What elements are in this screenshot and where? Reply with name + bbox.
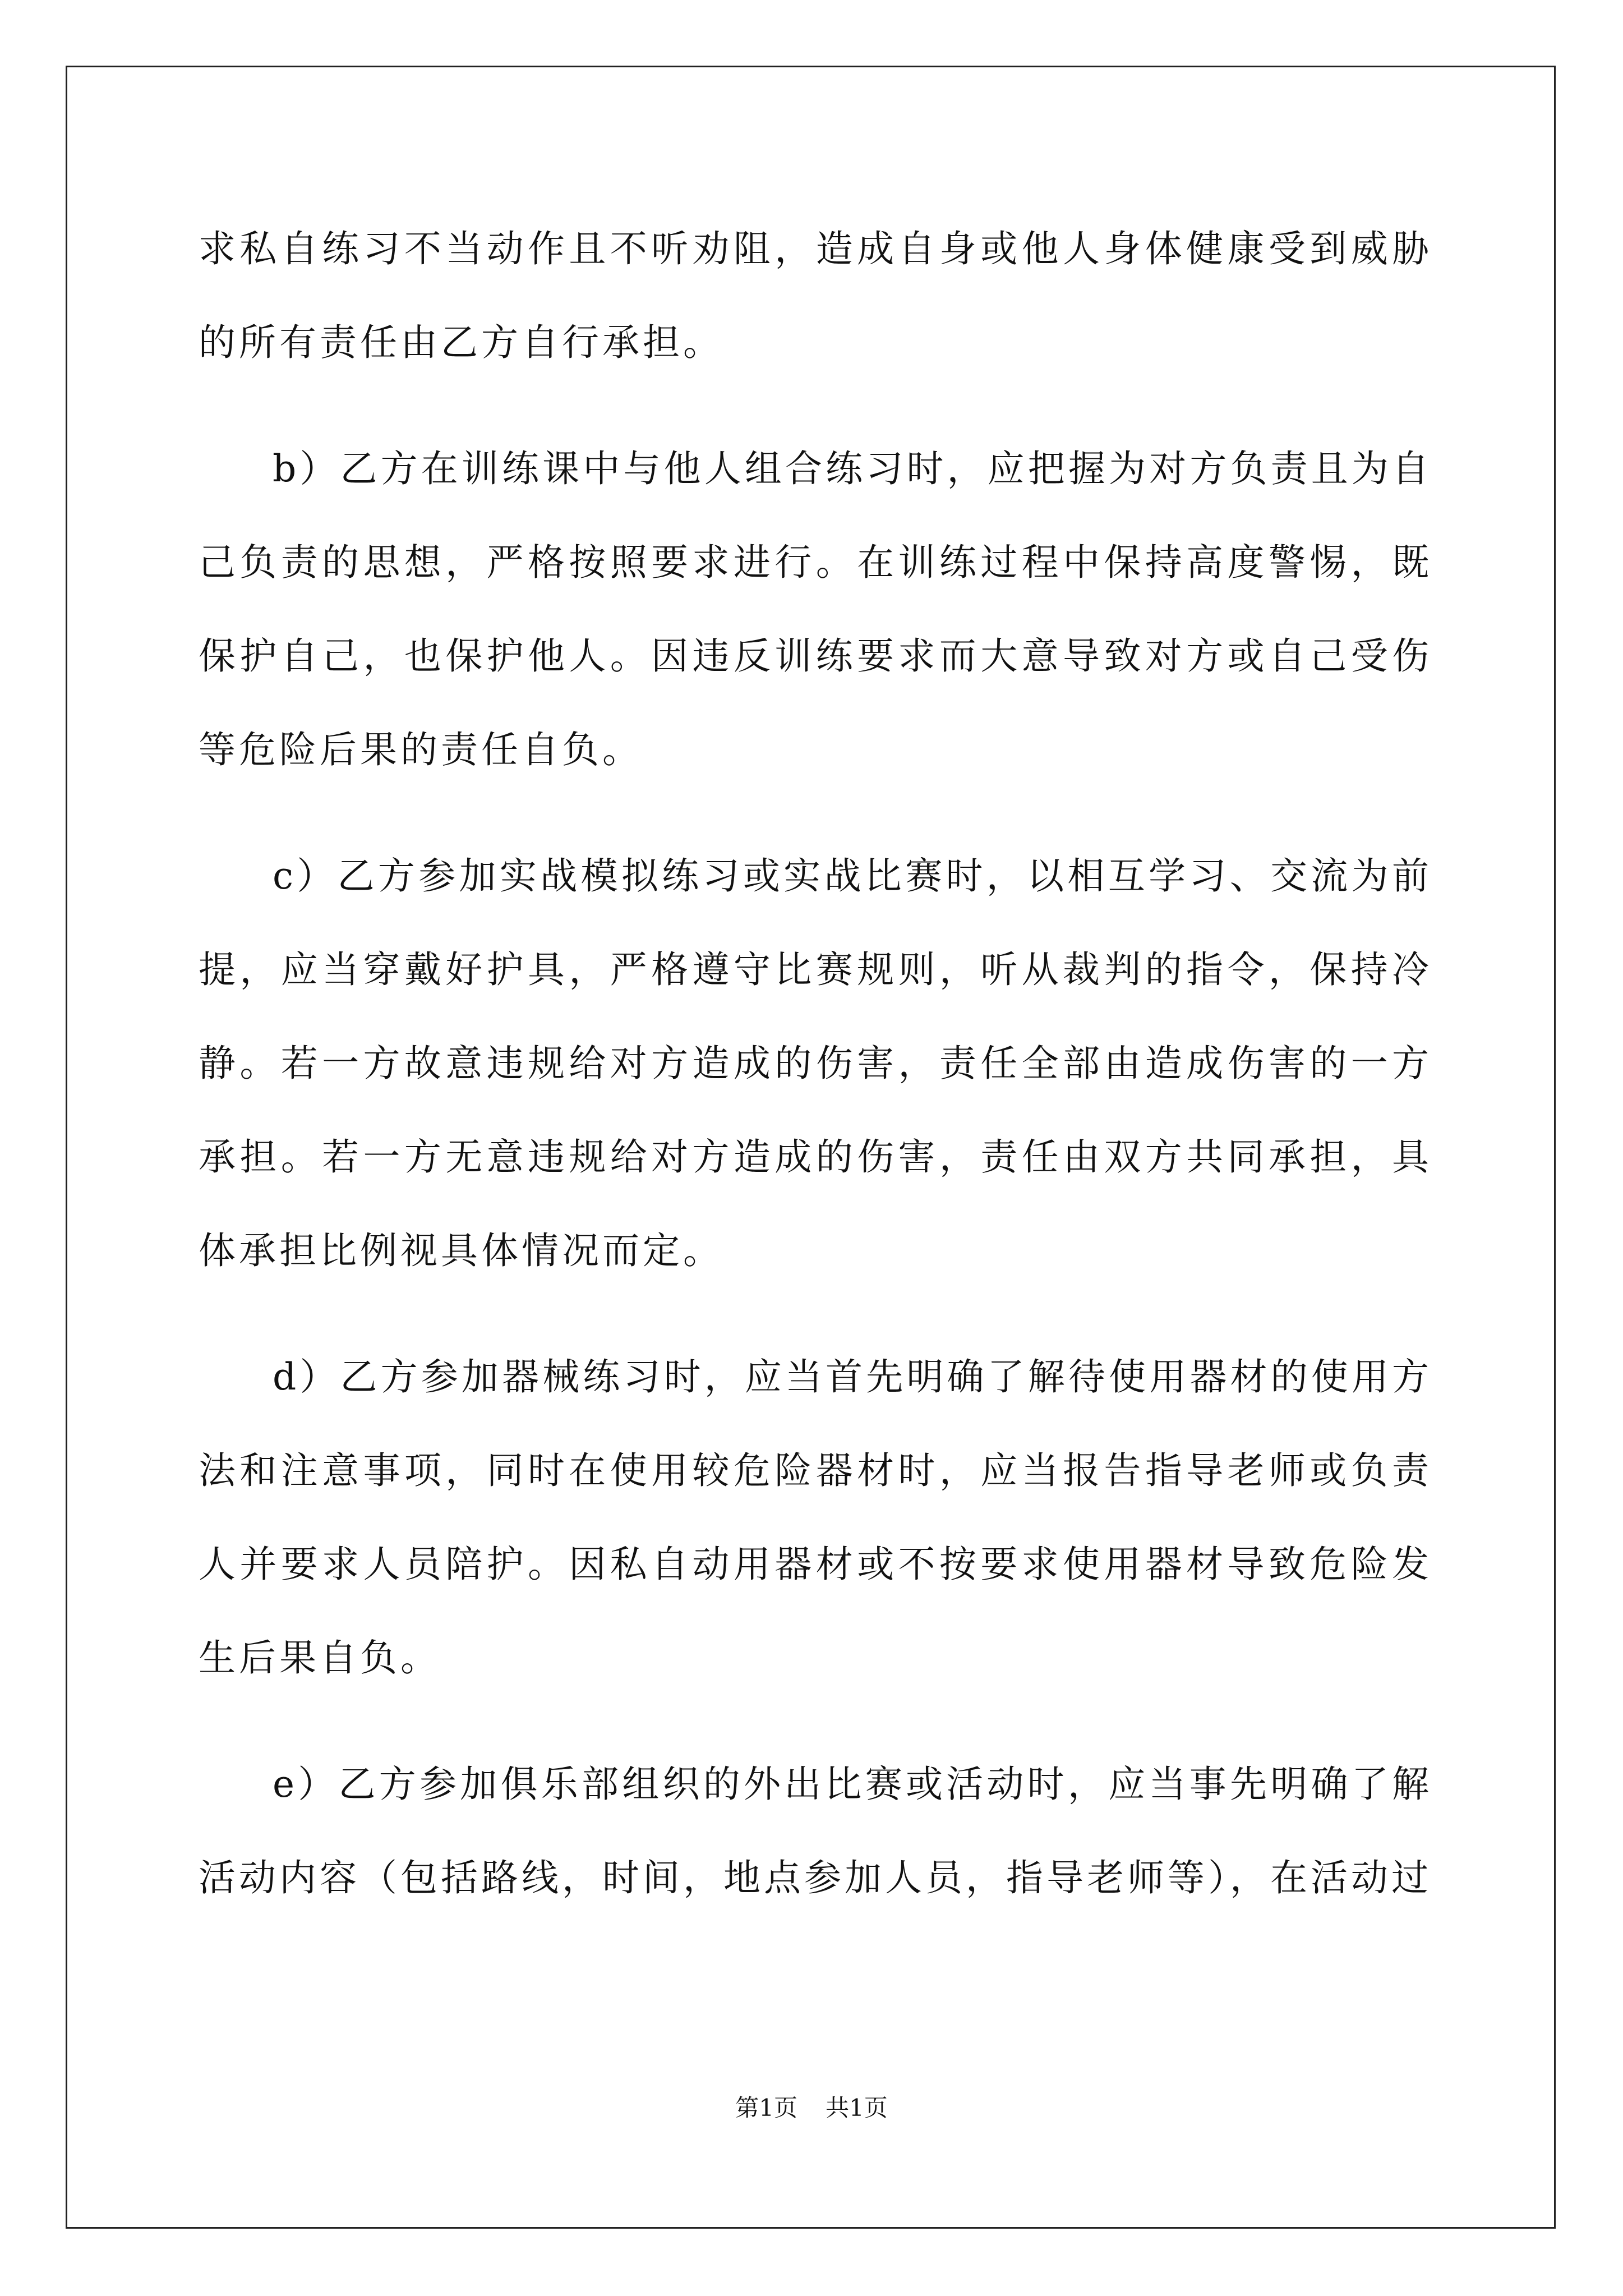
paragraph-clause-d: d）乙方参加器械练习时，应当首先明确了解待使用器材的使用方法和注意事项，同时在使用较危险器材时，应当报告指导老师或负责人并要求人员陪护。因私自动用器材或不按要求使用器材导致危险发生后果自负。 (199, 1355, 1432, 1680)
paragraph-clause-b: b）乙方在训练课中与他人组合练习时，应把握为对方负责且为自己负责的思想，严格按照要求进行。在训练过程中保持高度警惕，既保护自己，也保护他人。因违反训练要求而大意导致对方或自己受伤等危险后果的责任自负。 (199, 447, 1432, 771)
paragraph-clause-e: e）乙方参加俱乐部组织的外出比赛或活动时，应当事先明确了解活动内容（包括路线，时间，地点参加人员，指导老师等），在活动过 (199, 1763, 1432, 1899)
page-number: 第1页 (735, 2094, 797, 2122)
page-footer (0, 2091, 1623, 2125)
paragraph-clause-c: c）乙方参加实战模拟练习或实战比赛时，以相互学习、交流为前提，应当穿戴好护具，严格遵守比赛规则，听从裁判的指令，保持冷静。若一方故意违规给对方造成的伤害，责任全部由造成伤害的一方承担。若一方无意违规给对方造成的伤害，责任由双方共同承担，具体承担比例视具体情况而定。 (199, 854, 1432, 1272)
document-body (199, 202, 1432, 1957)
paragraph-continuation: 求私自练习不当动作且不听劝阻，造成自身或他人身体健康受到威胁的所有责任由乙方自行承担。 (199, 227, 1432, 364)
page-total: 共1页 (826, 2094, 888, 2122)
